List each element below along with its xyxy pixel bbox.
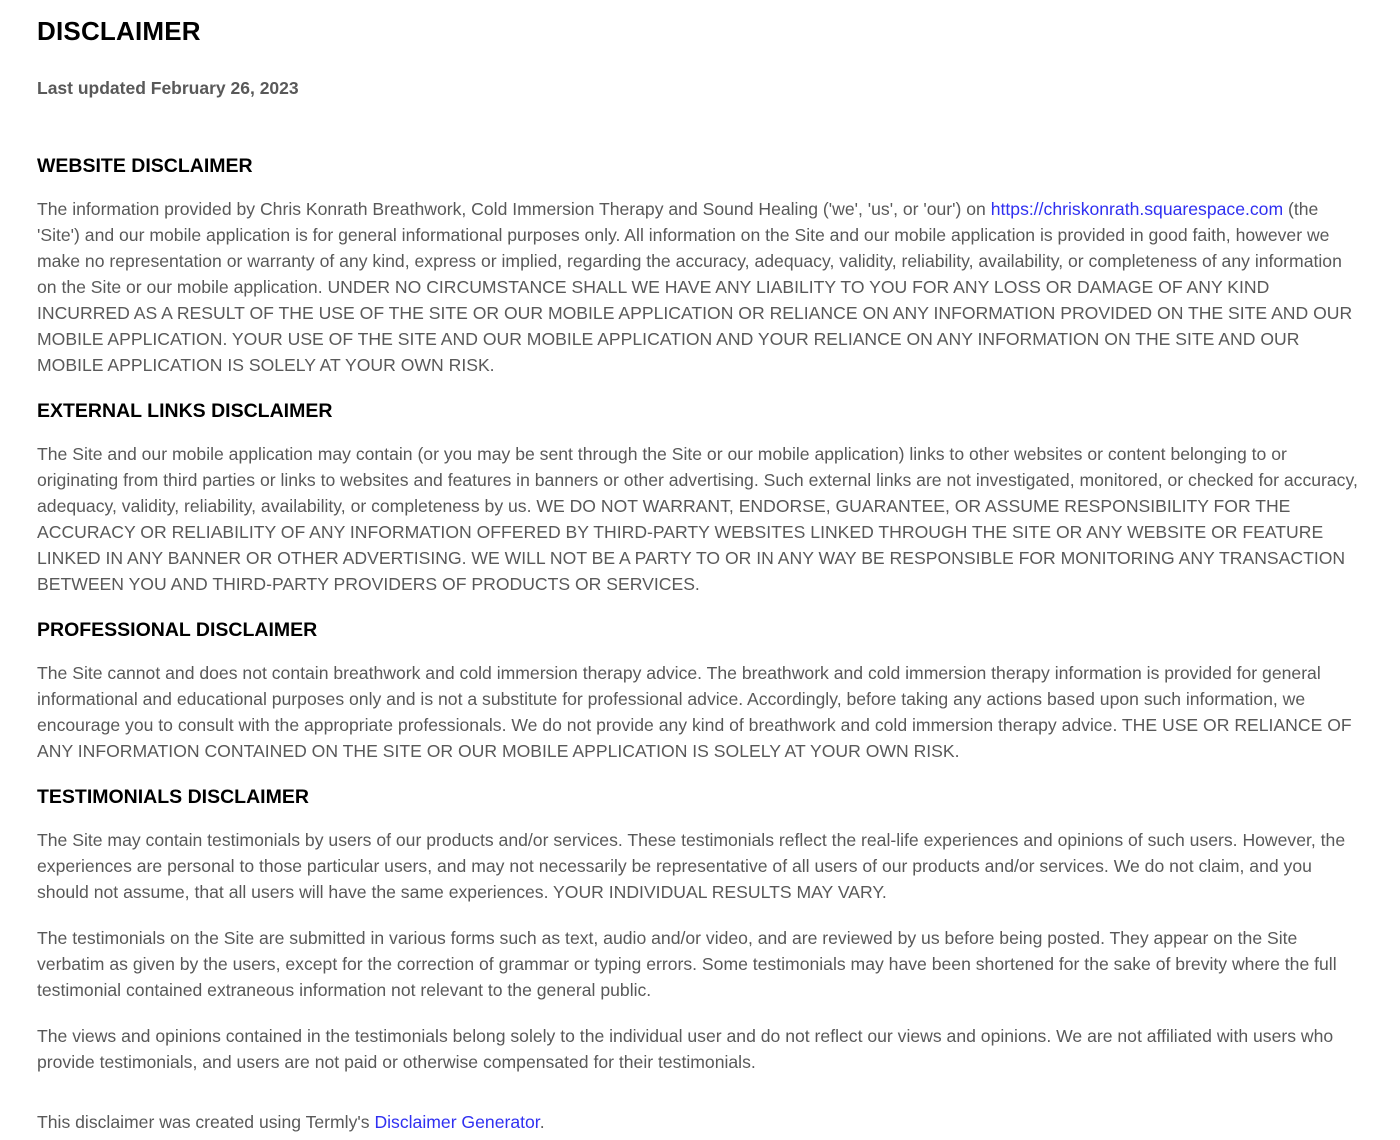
last-updated-date: Last updated February 26, 2023 xyxy=(37,78,299,98)
website-disclaimer-heading: WEBSITE DISCLAIMER xyxy=(37,155,253,177)
site-url-link[interactable]: https://chriskonrath.squarespace.com xyxy=(990,199,1284,219)
website-disclaimer-text-start: The information provided by Chris Konrath Breathwork, Cold Immersion Therapy and Sound Healing ('we', 'us', or 'our') on xyxy=(37,199,991,219)
professional-disclaimer-heading: PROFESSIONAL DISCLAIMER xyxy=(37,619,318,641)
testimonials-disclaimer-paragraph: The views and opinions contained in the testimonials belong solely to the individual user and do not reflect our views and opinions. We are not affiliated with users who provide testimonials, and users are not paid or otherwise compensated for their testimonials. xyxy=(37,1026,1334,1072)
website-disclaimer-text-end: (the 'Site') and our mobile application is for general informational purposes only. All information on the Site and our mobile application is provided in good faith, however we make no representation or warranty of any kind, express or implied, regarding the accuracy, adequacy, validity, reliability, availability, or completeness of any information on the Site or our mobile application. UNDER NO CIRCUMSTANCE SHALL WE HAVE ANY LIABILITY TO YOU FOR ANY LOSS OR DAMAGE OF ANY KIND INCURRED AS A RESULT OF THE USE OF THE SITE OR OUR MOBILE APPLICATION OR RELIANCE ON ANY INFORMATION PROVIDED ON THE SITE AND OUR MOBILE APPLICATION. YOUR USE OF THE SITE AND OUR MOBILE APPLICATION AND YOUR RELIANCE ON ANY INFORMATION ON THE SITE AND OUR MOBILE APPLICATION IS SOLELY AT YOUR OWN RISK. xyxy=(37,199,1353,375)
website-disclaimer-text xyxy=(37,196,1363,378)
testimonials-disclaimer-paragraph: The Site may contain testimonials by users of our products and/or services. These testimonials reflect the real-life experiences and opinions of such users. However, the experiences are personal to those particular users, and may not necessarily be representative of all users of our products and/or services. We do not claim, and you should not assume, that all users will have the same experiences. YOUR INDIVIDUAL RESULTS MAY VARY. xyxy=(37,830,1346,902)
professional-disclaimer-text: The Site cannot and does not contain breathwork and cold immersion therapy advice. The breathwork and cold immersion therapy information is provided for general informational and educational purposes only and is not a substitute for professional advice. Accordingly, before taking any actions based upon such information, we encourage you to consult with the appropriate professionals. We do not provide any kind of breathwork and cold immersion therapy advice. THE USE OR RELIANCE OF ANY INFORMATION CONTAINED ON THE SITE OR OUR MOBILE APPLICATION IS SOLELY AT YOUR OWN RISK. xyxy=(37,663,1352,761)
testimonials-disclaimer-paragraph: The testimonials on the Site are submitted in various forms such as text, audio and/or video, and are reviewed by us before being posted. They appear on the Site verbatim as given by the users, except for the correction of grammar or typing errors. Some testimonials may have been shortened for the sake of brevity where the full testimonial contained extraneous information not relevant to the general public. xyxy=(37,928,1337,1000)
disclaimer-generator-link[interactable]: Disclaimer Generator xyxy=(374,1112,540,1132)
footer-note xyxy=(37,1109,1363,1135)
external-links-disclaimer-text: The Site and our mobile application may contain (or you may be sent through the Site or our mobile application) links to other websites or content belonging to or originating from third parties or links to websites and features in banners or other advertising. Such external links are not investigated, monitored, or checked for accuracy, adequacy, validity, reliability, availability, or completeness by us. WE DO NOT WARRANT, ENDORSE, GUARANTEE, OR ASSUME RESPONSIBILITY FOR THE ACCURACY OR RELIABILITY OF ANY INFORMATION OFFERED BY THIRD-PARTY WEBSITES LINKED THROUGH THE SITE OR ANY WEBSITE OR FEATURE LINKED IN ANY BANNER OR OTHER ADVERTISING. WE WILL NOT BE A PARTY TO OR IN ANY WAY BE RESPONSIBLE FOR MONITORING ANY TRANSACTION BETWEEN YOU AND THIRD-PARTY PROVIDERS OF PRODUCTS OR SERVICES. xyxy=(37,444,1358,594)
testimonials-disclaimer-heading: TESTIMONIALS DISCLAIMER xyxy=(37,786,309,808)
external-links-disclaimer-heading: EXTERNAL LINKS DISCLAIMER xyxy=(37,400,333,422)
page-title: DISCLAIMER xyxy=(37,16,201,46)
footer-note-text-end: . xyxy=(539,1112,545,1132)
footer-note-text-start: This disclaimer was created using Termly's xyxy=(37,1112,375,1132)
